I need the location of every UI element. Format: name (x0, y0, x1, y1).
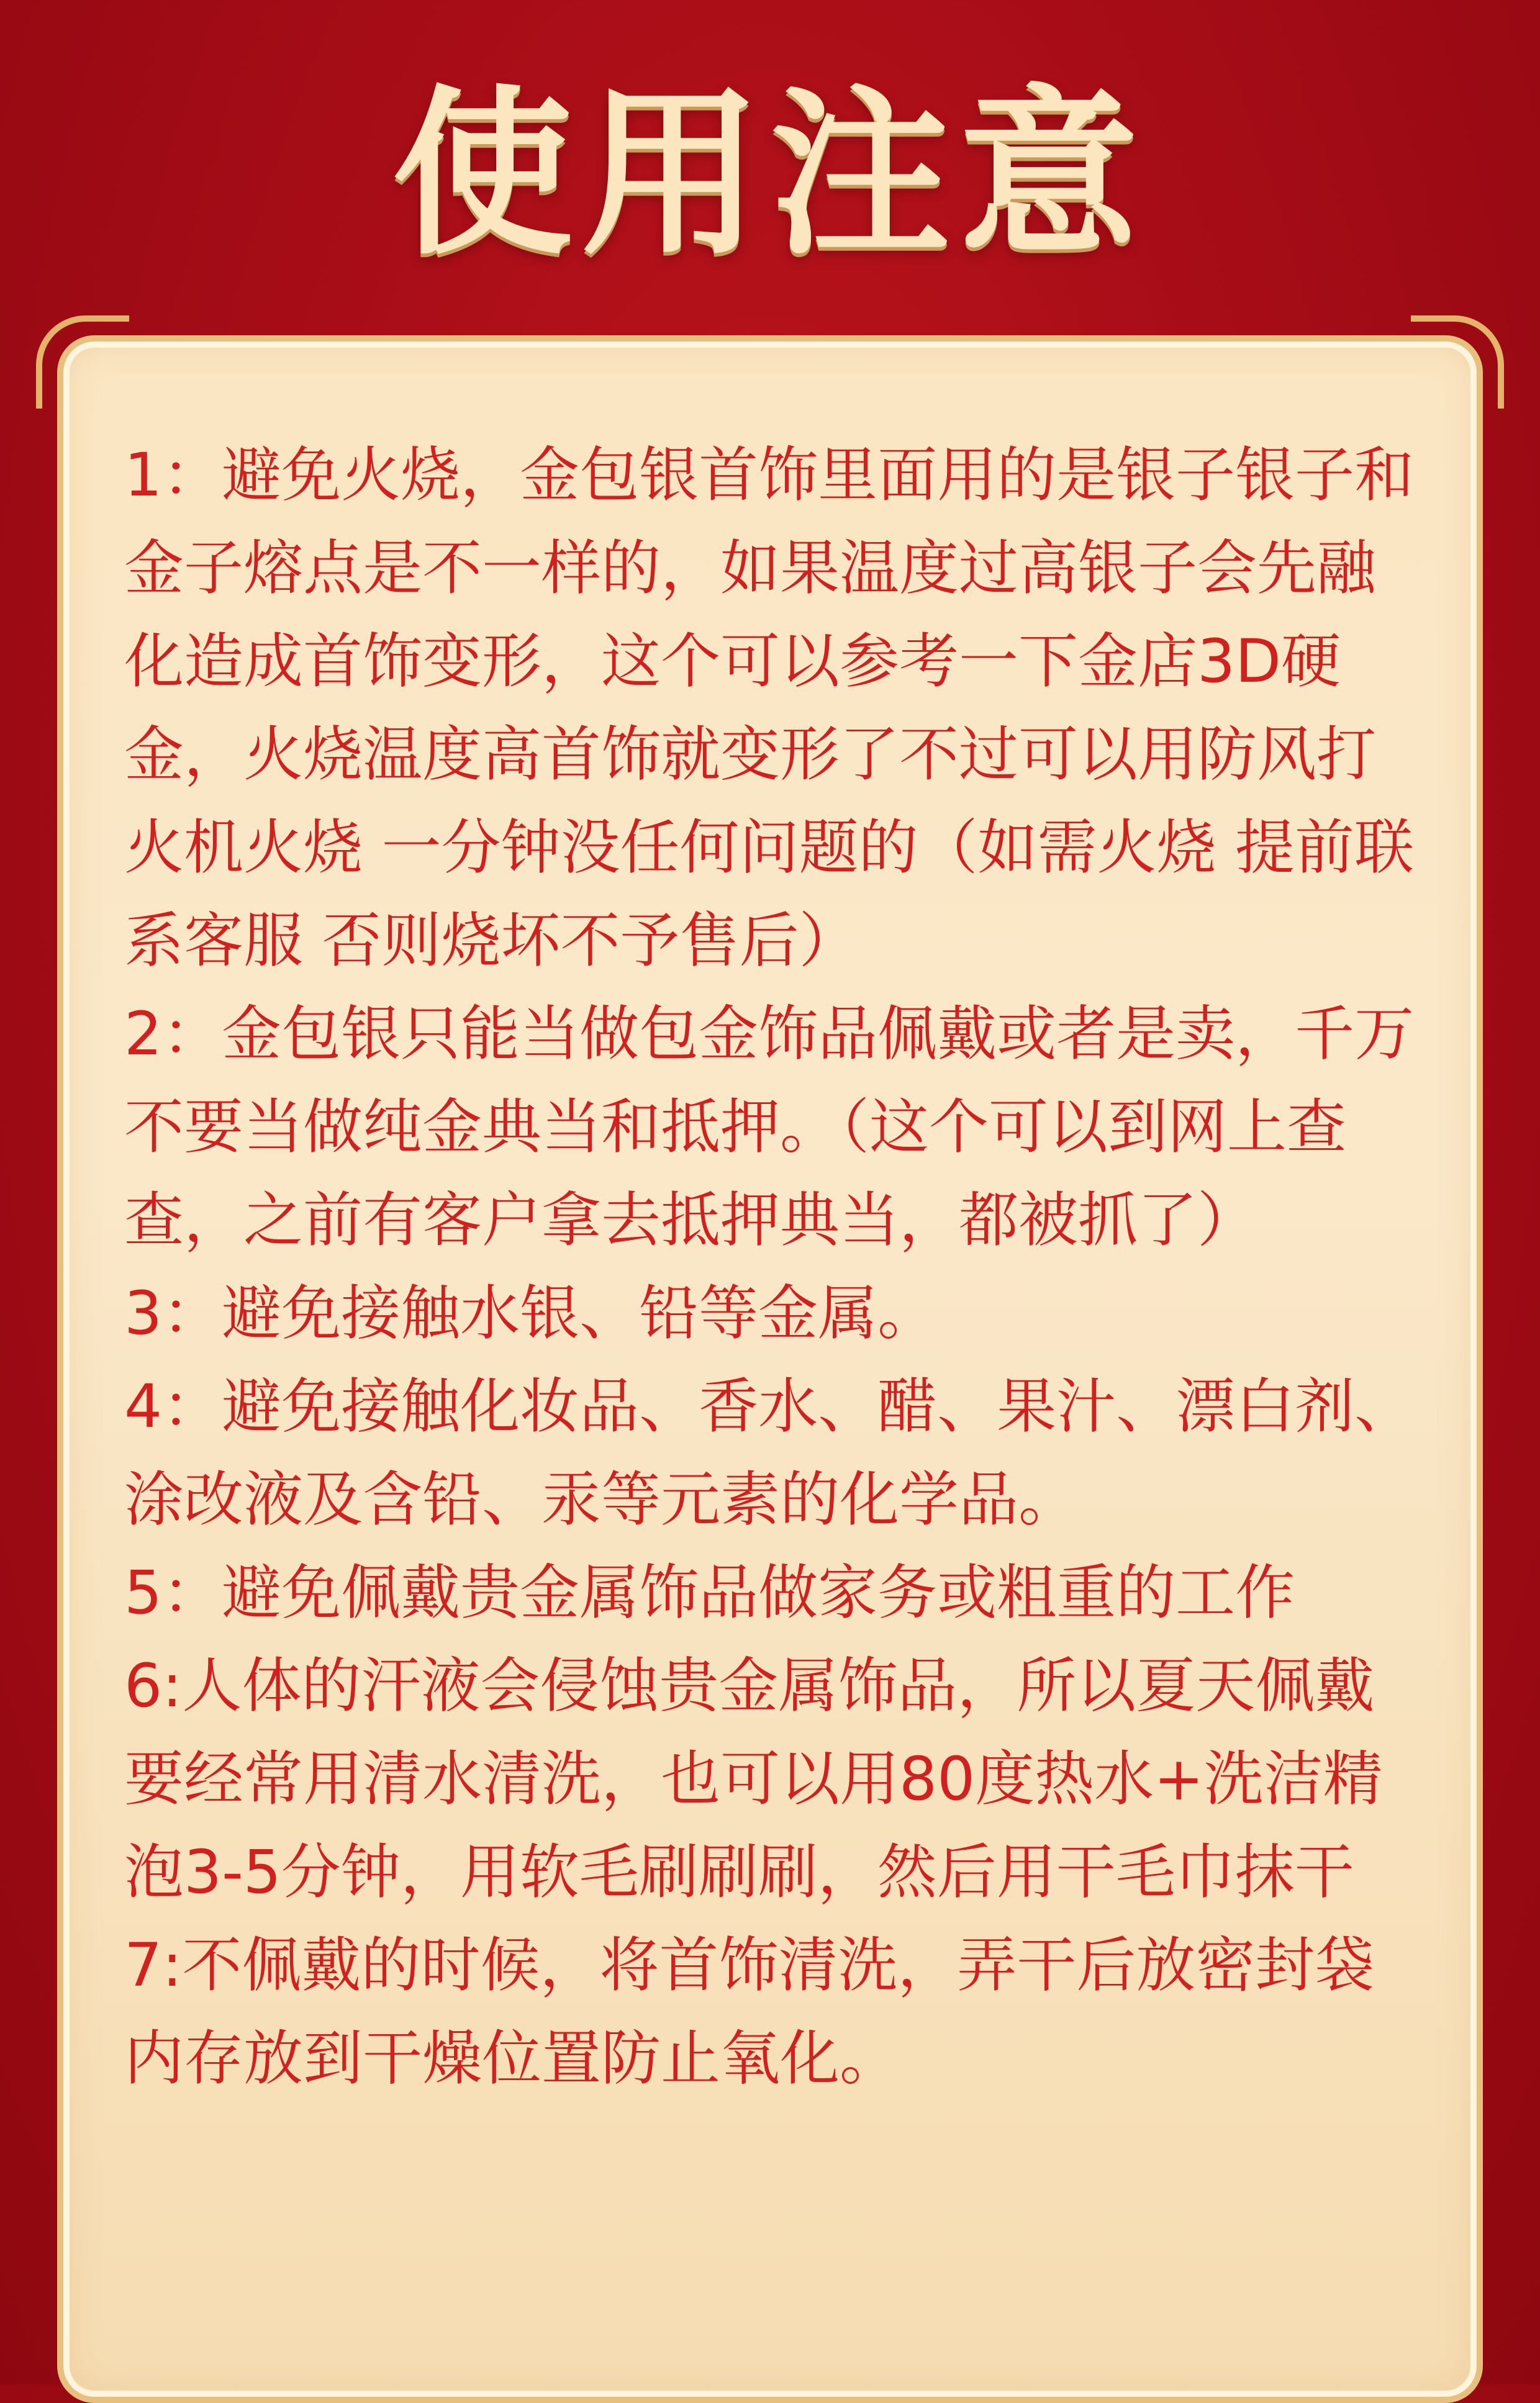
note-item-2: 2：金包银只能当做包金饰品佩戴或者是卖，千万不要当做纯金典当和抵押。（这个可以到网上查查，之前有客户拿去抵押典当，都被抓了） (124, 999, 1415, 1255)
page-title: 使用注意 (392, 68, 1148, 279)
note-item-5: 5：避免佩戴贵金属饰品做家务或粗重的工作 (124, 1558, 1295, 1627)
note-item-7: 7:不佩戴的时候，将首饰清洗，弄干后放密封袋内存放到干燥位置防止氧化。 (124, 1930, 1375, 2093)
notes-list (124, 428, 1428, 2105)
note-item-3: 3：避免接触水银、铅等金属。 (124, 1278, 938, 1348)
note-item-4: 4：避免接触化妆品、香水、醋、果汁、漂白剂、涂改液及含铅、汞等元素的化学品。 (124, 1372, 1415, 1534)
note-item-1: 1：避免火烧，金包银首饰里面用的是银子银子和金子熔点是不一样的，如果温度过高银子会先融化造成首饰变形，这个可以参考一下金店3D硬金，火烧温度高首饰就变形了不过可以用防风打火机火烧 一分钟没任何问题的（如需火烧 提前联系客服 否则烧坏不予售后） (124, 440, 1415, 975)
note-item-6: 6:人体的汗液会侵蚀贵金属饰品，所以夏天佩戴要经常用清水清洗，也可以用80度热水+洗洁精泡3-5分钟，用软毛刷刷刷，然后用干毛巾抹干 (124, 1651, 1383, 1907)
